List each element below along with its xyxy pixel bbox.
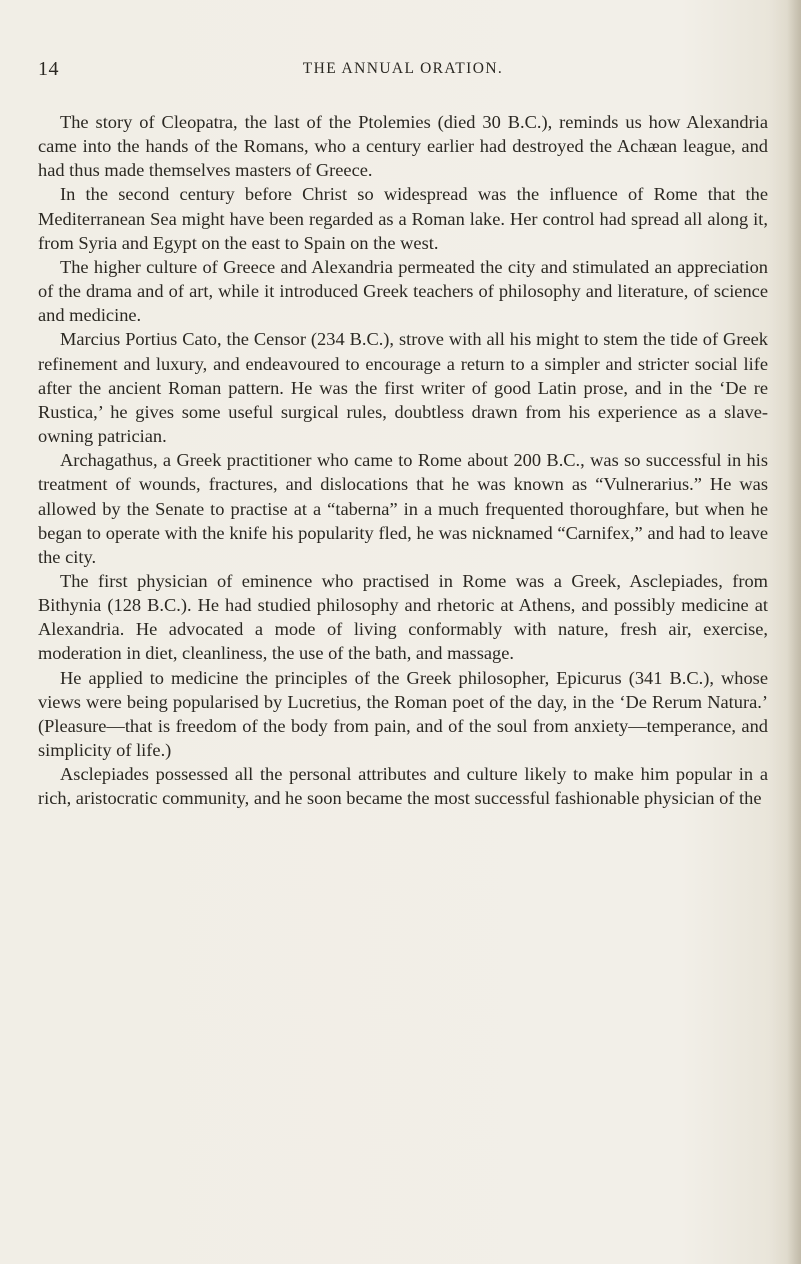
paragraph-asclepiades: The first physician of eminence who practised in Rome was a Greek, Asclepiades, from Bithynia (128 B.C.). He had studied philosophy and rhetoric at Athens, and possibly medicine at Alexandria. He advocated a mode of living conformably with nature, fresh air, exercise, moderation in diet, cleanliness, the use of the bath, and massage. <box>38 570 768 664</box>
body-text <box>38 110 768 811</box>
paragraph-asclepiades-success: Asclepiades possessed all the personal attributes and culture likely to make him popular in a rich, aristocratic community, and he soon became the most successful fashionable physician of the <box>38 764 768 809</box>
page-header <box>38 58 768 88</box>
page-edge-shadow <box>787 0 801 1264</box>
paragraph-epicurus: He applied to medicine the principles of the Greek philosopher, Epicurus (341 B.C.), whose views were being popularised by Lucretius, the Roman poet of the day, in the ‘De Rerum Natura.’ (Pleasure—that is freedom of the body from pain, and of the soul from anxiety—temperance, and simplicity of life.) <box>38 667 768 761</box>
running-head: THE ANNUAL ORATION. <box>302 60 504 77</box>
paragraph-cleopatra: The story of Cleopatra, the last of the Ptolemies (died 30 B.C.), reminds us how Alexandria came into the hands of the Romans, who a century earlier had destroyed the Achæan league, and had thus made themselves masters of Greece. <box>38 112 768 181</box>
paragraph-mediterranean: In the second century before Christ so widespread was the influence of Rome that the Mediterranean Sea might have been regarded as a Roman lake. Her control had spread all along it, from Syria and Egypt on the east to Spain on the west. <box>38 184 768 253</box>
paragraph-archagathus: Archagathus, a Greek practitioner who came to Rome about 200 B.C., was so successful in his treatment of wounds, fractures, and dislocations that he was known as “Vulnerarius.” He was allowed by the Senate to practise at a “taberna” in a much frequented thoroughfare, but when he began to operate with the knife his popularity fled, he was nicknamed “Carnifex,” and had to leave the city. <box>38 450 768 567</box>
paragraph-greek-culture: The higher culture of Greece and Alexandria permeated the city and stimulated an appreciation of the drama and of art, while it introduced Greek teachers of philosophy and literature, of science and medicine. <box>38 256 768 326</box>
paragraph-cato: Marcius Portius Cato, the Censor (234 B.C.), strove with all his might to stem the tide of Greek refinement and luxury, and endeavoured to encourage a return to a simpler and stricter social life after the ancient Roman pattern. He was the first writer of good Latin prose, and in the ‘De re Rustica,’ he gives some useful surgical rules, doubtless drawn from his experience as a slave-owning patrician. <box>38 329 768 447</box>
page-number: 14 <box>38 58 59 80</box>
